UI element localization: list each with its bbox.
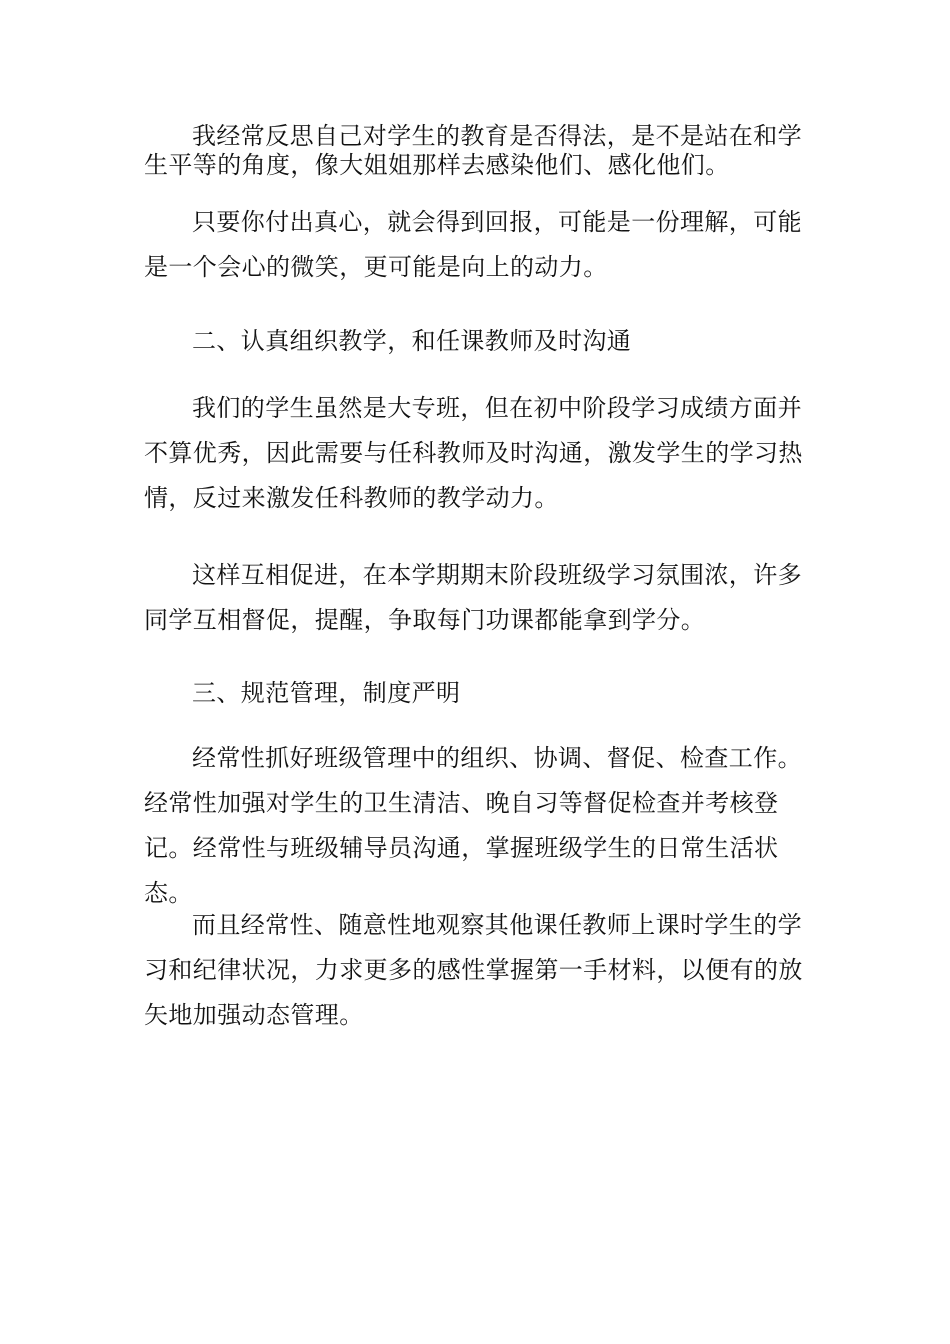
paragraph-observation: 而且经常性、随意性地观察其他课任教师上课时学生的学习和纪律状况，力求更多的感性掌握第一手材料，以便有的放矢地加强动态管理。 <box>144 911 803 1029</box>
paragraph-mutual-promotion: 这样互相促进，在本学期期末阶段班级学习氛围浓，许多同学互相督促，提醒，争取每门功课都能拿到学分。 <box>144 561 802 634</box>
paragraph-management: 经常性抓好班级管理中的组织、协调、督促、检查工作。经常性加强对学生的卫生清洁、晚自习等督促检查并考核登记。经常性与班级辅导员沟通，掌握班级学生的日常生活状态。 <box>144 744 802 907</box>
paragraph-communication: 我们的学生虽然是大专班，但在初中阶段学习成绩方面并不算优秀，因此需要与任科教师及时沟通，激发学生的学习热情，反过来激发任科教师的教学动力。 <box>144 394 803 512</box>
section-heading-3: 三、规范管理，制度严明 <box>192 679 461 707</box>
paragraph-sincerity: 只要你付出真心，就会得到回报，可能是一份理解，可能是一个会心的微笑，更可能是向上的动力。 <box>144 208 802 281</box>
section-heading-2: 二、认真组织教学，和任课教师及时沟通 <box>192 327 632 355</box>
paragraph-reflection: 我经常反思自己对学生的教育是否得法，是不是站在和学生平等的角度，像大姐姐那样去感染他们、感化他们。 <box>144 122 802 179</box>
